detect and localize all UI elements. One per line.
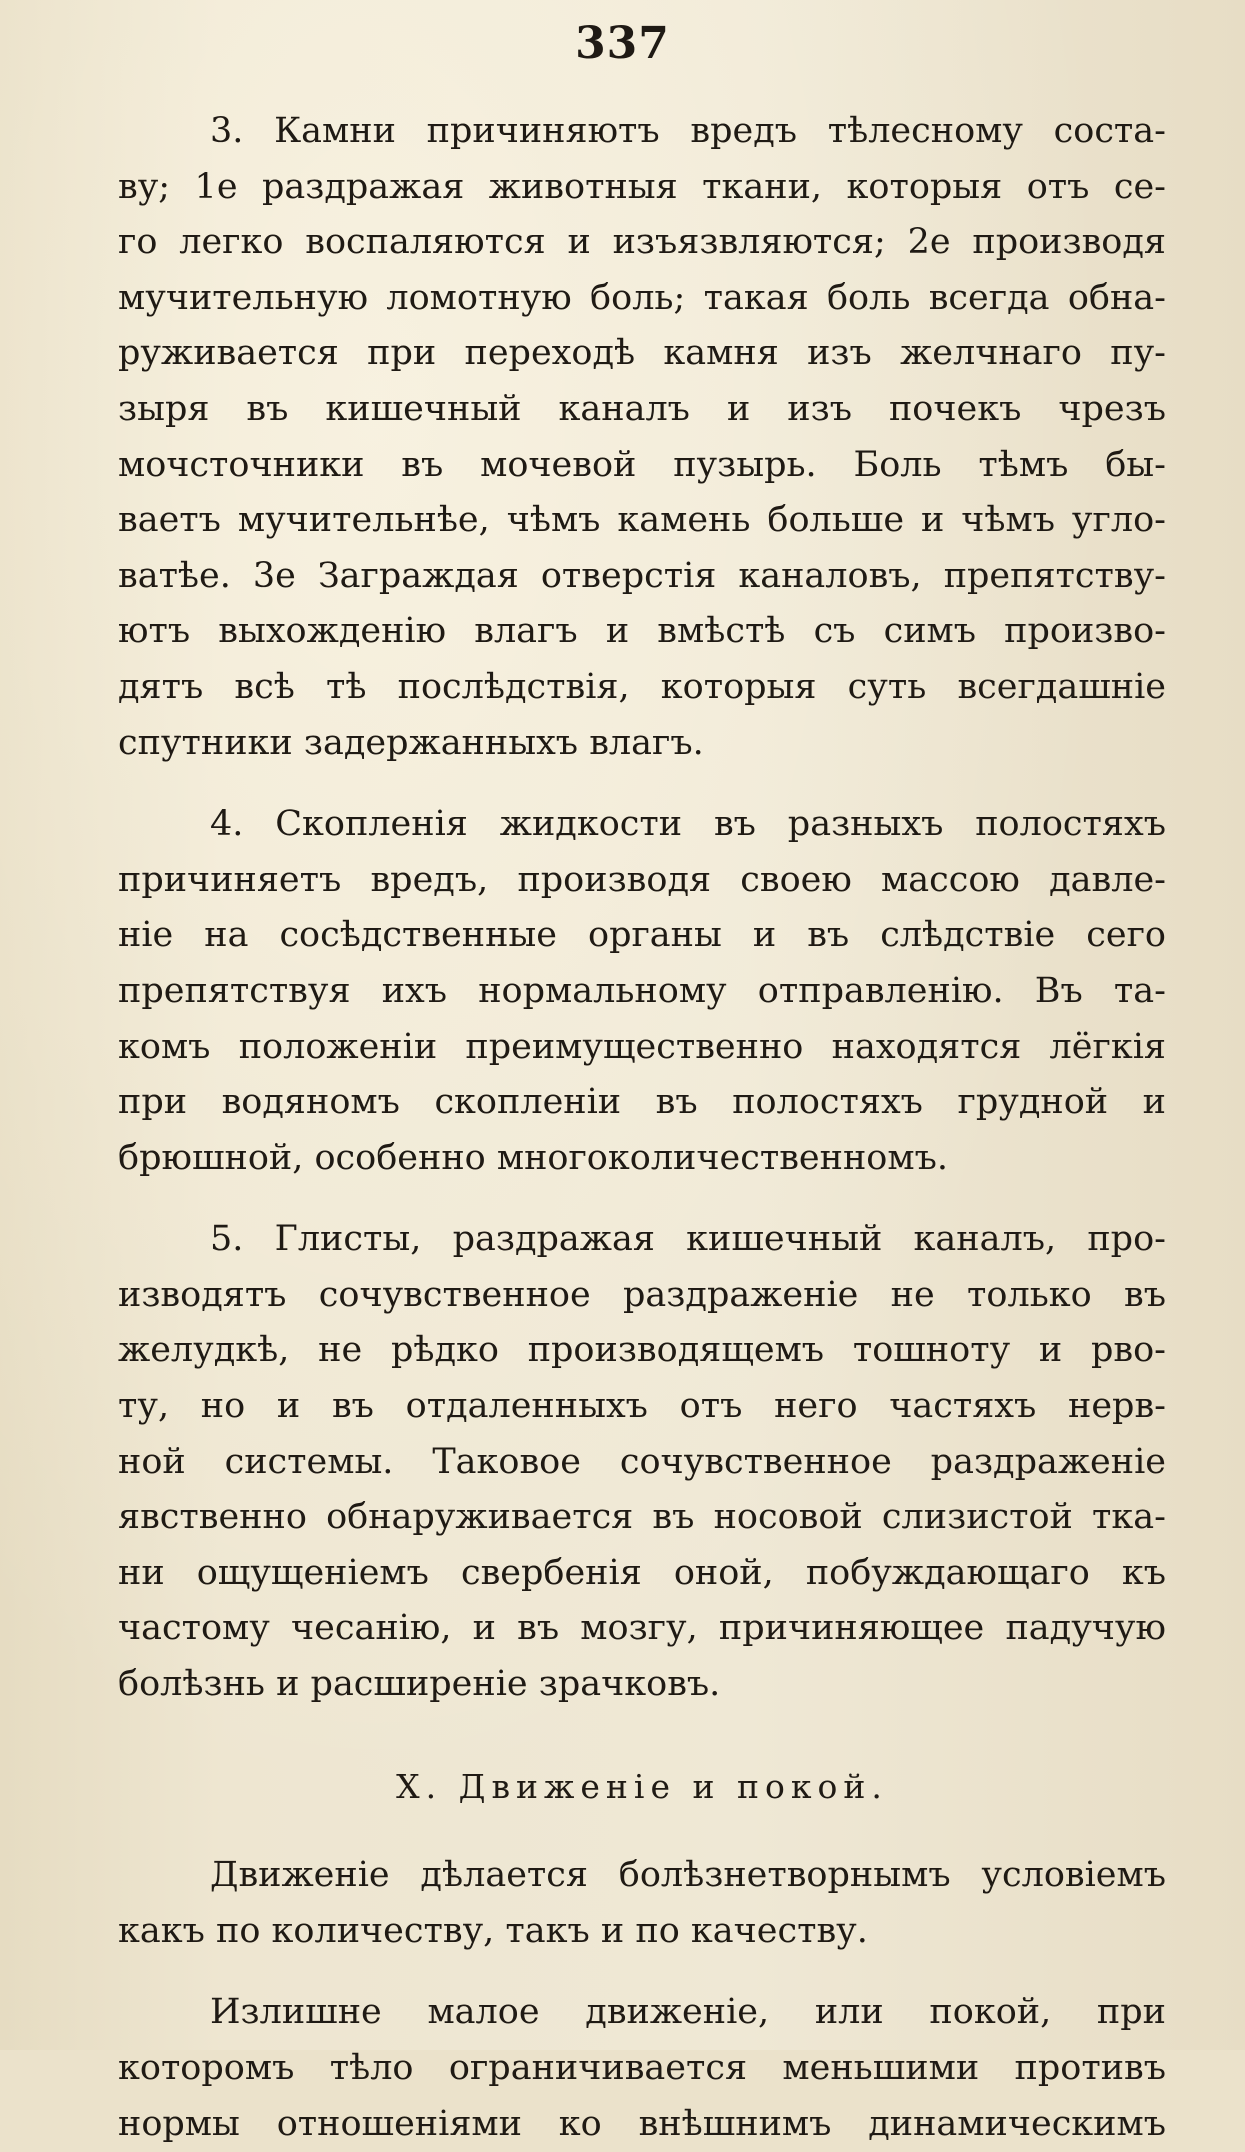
text-line: препятствуя ихъ нормальному отправленію. Въ та- (118, 970, 1166, 1011)
page-number: 337 (575, 18, 670, 69)
text-line: зыря въ кишечный каналъ и изъ почекъ чрезъ (118, 388, 1166, 429)
text-line: дятъ всѣ тѣ послѣдствія, которыя суть всегдашніе (118, 666, 1166, 707)
text-line: 3. Камни причиняютъ вредъ тѣлесному соста- (210, 111, 1166, 151)
text-line: желудкѣ, не рѣдко производящемъ тошноту и рво- (118, 1330, 1166, 1371)
text-line: спутники задержанныхъ влагъ. (118, 722, 704, 763)
text-line: нормы отношеніями ко внѣшнимъ динамическимъ (118, 2103, 1166, 2144)
paragraph-worms (118, 1212, 1166, 1712)
body-text (118, 104, 1166, 2152)
text-line: какъ по количеству, такъ и по качеству. (118, 1910, 868, 1951)
text-line: при водяномъ скопленіи въ полостяхъ грудной и (118, 1082, 1166, 1123)
section-heading: X. Движеніе и покой. (396, 1766, 888, 1806)
text-line: Движеніе дѣлается болѣзнетворнымъ условіемъ (210, 1855, 1166, 1896)
text-line: мочсточники въ мочевой пузырь. Боль тѣмъ бы- (118, 444, 1166, 485)
paragraph-rest (118, 1985, 1166, 2152)
text-line: ватѣе. 3е Заграждая отверстія каналовъ, препятству- (118, 555, 1166, 596)
text-line: ютъ выхожденію влагъ и вмѣстѣ съ симъ произво- (118, 611, 1166, 652)
text-line: болѣзнь и расширеніе зрачковъ. (118, 1664, 721, 1705)
text-line: изводятъ сочувственное раздраженіе не только въ (118, 1274, 1166, 1315)
text-line: брюшной, особенно многоколичественномъ. (118, 1137, 948, 1178)
text-line: руживается при переходѣ камня изъ желчнаго пу- (118, 333, 1166, 374)
text-line: причиняетъ вредъ, производя своею массою давле- (118, 859, 1166, 900)
text-line: 5. Глисты, раздражая кишечный каналъ, про- (210, 1219, 1166, 1260)
paragraph-motion (118, 1848, 1166, 1959)
text-line: 4. Скопленія жидкости въ разныхъ полостяхъ (210, 804, 1166, 845)
text-line: которомъ тѣло ограничивается меньшими противъ (118, 2048, 1166, 2088)
paragraph-fluids (118, 797, 1166, 1186)
text-line: явственно обнаруживается въ носовой слизистой тка- (118, 1497, 1166, 1538)
text-line: ваетъ мучительнѣе, чѣмъ камень больше и чѣмъ угло- (118, 500, 1166, 541)
text-line: ной системы. Таковое сочувственное раздраженіе (118, 1441, 1166, 1482)
paragraph-stones (118, 104, 1166, 771)
text-line: мучительную ломотную боль; такая боль всегда обна- (118, 277, 1166, 318)
text-line: ни ощущеніемъ свербенія оной, побуждающаго къ (118, 1552, 1166, 1593)
text-line: ву; 1е раздражая животныя ткани, которыя отъ се- (118, 166, 1166, 207)
text-line: Излишне малое движеніе, или покой, при (210, 1992, 1166, 2033)
text-line: го легко воспаляются и изъязвляются; 2е производя (118, 222, 1166, 263)
text-line: частому чесанію, и въ мозгу, причиняющее падучую (118, 1608, 1166, 1649)
text-line: ту, но и въ отдаленныхъ отъ него частяхъ нерв- (118, 1386, 1166, 1427)
text-line: комъ положеніи преимущественно находятся лёгкія (118, 1026, 1166, 1067)
text-line: ніе на сосѣдственные органы и въ слѣдствіе сего (118, 915, 1166, 956)
